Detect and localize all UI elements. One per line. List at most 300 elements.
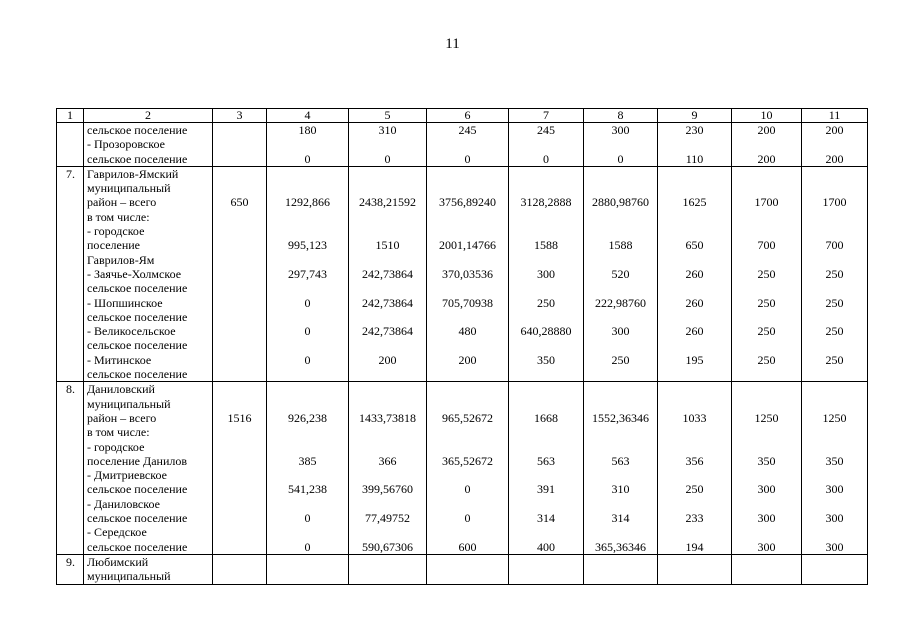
- cell-value: [349, 440, 426, 454]
- cell-value: [213, 367, 266, 381]
- cell-value: [213, 281, 266, 295]
- cell-value: 250: [757, 295, 776, 310]
- cell-value: [658, 425, 731, 439]
- cell-value: 0: [304, 295, 311, 310]
- cell-value: [658, 440, 731, 454]
- cell-value: [213, 181, 266, 195]
- cell-value: [213, 555, 266, 569]
- cell-value: [427, 210, 508, 224]
- cell-value: [802, 468, 867, 482]
- value-cell: [349, 554, 427, 584]
- row-label-line: - Середское: [87, 525, 147, 540]
- cell-value: 250: [757, 324, 776, 339]
- cell-value: 300: [757, 539, 776, 554]
- cell-value: [732, 425, 801, 439]
- cell-value: 0: [464, 511, 471, 526]
- cell-value: [213, 497, 266, 511]
- cell-value: [213, 569, 266, 583]
- cell-value: [584, 338, 657, 352]
- cell-value: [802, 440, 867, 454]
- cell-value: [802, 525, 867, 539]
- cell-value: [213, 511, 266, 525]
- cell-value: [267, 525, 348, 539]
- cell-value: [349, 425, 426, 439]
- cell-value: 250: [611, 352, 630, 367]
- cell-value: 250: [757, 352, 776, 367]
- cell-value: 1433,73818: [359, 410, 416, 425]
- cell-value: [213, 296, 266, 310]
- cell-value: [267, 224, 348, 238]
- cell-value: 1700: [754, 195, 779, 210]
- value-cell: [732, 382, 802, 555]
- cell-value: [349, 338, 426, 352]
- cell-value: [213, 253, 266, 267]
- cell-value: [57, 137, 75, 151]
- cell-value: 250: [825, 295, 844, 310]
- column-header: 1: [57, 109, 84, 123]
- column-header: 4: [267, 109, 349, 123]
- cell-value: 1033: [682, 410, 707, 425]
- cell-value: 300: [611, 123, 630, 137]
- cell-value: [57, 397, 75, 411]
- cell-value: [267, 555, 348, 569]
- cell-value: [802, 181, 867, 195]
- value-cell: [802, 382, 868, 555]
- cell-value: [57, 540, 75, 554]
- value-cell: [584, 382, 658, 555]
- cell-value: 356: [685, 453, 704, 468]
- cell-value: [213, 224, 266, 238]
- row-number-cell: [57, 123, 84, 167]
- cell-value: [584, 181, 657, 195]
- cell-value: [57, 195, 75, 209]
- cell-value: [658, 497, 731, 511]
- cell-value: [213, 324, 266, 338]
- value-cell: [509, 554, 584, 584]
- cell-value: [584, 253, 657, 267]
- column-header: 10: [732, 109, 802, 123]
- row-label-line: сельское поселение: [87, 367, 188, 382]
- cell-value: [509, 468, 583, 482]
- cell-value: [57, 367, 75, 381]
- cell-value: 200: [825, 123, 844, 137]
- value-cell: [267, 554, 349, 584]
- cell-value: 242,73864: [362, 324, 413, 339]
- header-row: [57, 109, 868, 123]
- row-label-line: - городское: [87, 439, 145, 454]
- cell-value: 230: [685, 123, 704, 137]
- cell-value: [732, 181, 801, 195]
- cell-value: 400: [537, 539, 555, 554]
- row-label-line: - Прозоровское: [87, 137, 165, 152]
- cell-value: [213, 353, 266, 367]
- column-header: 5: [349, 109, 427, 123]
- cell-value: [427, 425, 508, 439]
- cell-value: [427, 224, 508, 238]
- cell-value: [349, 569, 426, 583]
- cell-value: [349, 181, 426, 195]
- cell-value: 250: [825, 266, 844, 281]
- cell-value: [427, 253, 508, 267]
- row-label-line: район – всего: [87, 410, 157, 425]
- cell-value: [732, 281, 801, 295]
- cell-value: 260: [685, 324, 704, 339]
- cell-value: 2001,14766: [439, 238, 496, 253]
- cell-value: 300: [825, 511, 844, 526]
- cell-value: [584, 367, 657, 381]
- cell-value: 350: [825, 453, 844, 468]
- cell-value: 3128,2888: [520, 195, 572, 210]
- row-label-line: - Даниловское: [87, 496, 160, 511]
- cell-value: [802, 397, 867, 411]
- cell-value: [213, 310, 266, 324]
- cell-value: [509, 167, 583, 181]
- cell-value: 1250: [822, 410, 847, 425]
- cell-value: 180: [298, 123, 317, 137]
- cell-value: [658, 137, 731, 151]
- cell-value: [57, 468, 75, 482]
- cell-value: 200: [757, 123, 776, 137]
- cell-value: [658, 555, 731, 569]
- cell-value: [57, 181, 75, 195]
- cell-value: [213, 454, 266, 468]
- cell-value: 391: [537, 482, 555, 497]
- cell-value: 520: [611, 266, 630, 281]
- cell-value: [349, 555, 426, 569]
- cell-value: [802, 137, 867, 151]
- cell-value: [349, 525, 426, 539]
- cell-value: [349, 367, 426, 381]
- cell-value: 1588: [534, 238, 558, 253]
- cell-value: [509, 224, 583, 238]
- cell-value: [584, 425, 657, 439]
- cell-value: [213, 152, 266, 166]
- cell-value: [349, 497, 426, 511]
- cell-value: [802, 338, 867, 352]
- row-label-line: сельское поселение: [87, 511, 188, 526]
- cell-value: 297,743: [288, 266, 327, 281]
- cell-value: [57, 224, 75, 238]
- cell-value: 2880,98760: [592, 195, 649, 210]
- cell-value: [732, 253, 801, 267]
- cell-value: [267, 253, 348, 267]
- cell-value: 640,28880: [520, 324, 572, 339]
- cell-value: 250: [825, 324, 844, 339]
- cell-value: [57, 152, 75, 166]
- cell-value: [267, 367, 348, 381]
- cell-value: [213, 210, 266, 224]
- cell-value: [658, 253, 731, 267]
- cell-value: [658, 382, 731, 396]
- cell-value: 1516: [227, 410, 252, 425]
- cell-value: [213, 137, 266, 151]
- value-cell: [802, 554, 868, 584]
- value-cell: [427, 166, 509, 381]
- column-header: 9: [658, 109, 732, 123]
- cell-value: [802, 167, 867, 181]
- cell-value: 600: [458, 539, 477, 554]
- cell-value: [509, 569, 583, 583]
- row-label-line: Даниловский: [87, 382, 155, 397]
- cell-value: [57, 338, 75, 352]
- cell-value: [509, 310, 583, 324]
- cell-value: 0: [304, 352, 311, 367]
- cell-value: [658, 281, 731, 295]
- value-cell: [658, 554, 732, 584]
- cell-value: [584, 210, 657, 224]
- cell-value: 9.: [66, 554, 75, 569]
- cell-value: [584, 525, 657, 539]
- row-name-cell: [84, 166, 213, 381]
- cell-value: 1700: [822, 195, 847, 210]
- cell-value: [732, 367, 801, 381]
- cell-value: [658, 224, 731, 238]
- cell-value: [509, 440, 583, 454]
- cell-value: [267, 281, 348, 295]
- cell-value: [732, 468, 801, 482]
- cell-value: 245: [458, 123, 477, 137]
- cell-value: [732, 397, 801, 411]
- cell-value: [584, 281, 657, 295]
- value-cell: [267, 166, 349, 381]
- cell-value: [213, 382, 266, 396]
- row-label-line: поселение Данилов: [87, 453, 188, 468]
- cell-value: [509, 367, 583, 381]
- cell-value: [802, 425, 867, 439]
- cell-value: 563: [611, 453, 630, 468]
- value-cell: [584, 166, 658, 381]
- row-label-line: сельское поселение: [87, 151, 188, 166]
- cell-value: 7.: [66, 166, 75, 181]
- cell-value: 350: [537, 352, 555, 367]
- cell-value: [584, 497, 657, 511]
- row-label-line: - Митинское: [87, 352, 152, 367]
- cell-value: [802, 367, 867, 381]
- column-header: 11: [802, 109, 868, 123]
- cell-value: [427, 137, 508, 151]
- cell-value: [213, 440, 266, 454]
- row-label-line: Гаврилов-Ямский: [87, 166, 179, 181]
- table-row: [57, 166, 868, 381]
- cell-value: 1552,36346: [592, 410, 649, 425]
- cell-value: 8.: [66, 382, 75, 397]
- cell-value: 250: [685, 482, 704, 497]
- cell-value: 705,70938: [442, 295, 493, 310]
- cell-value: [509, 555, 583, 569]
- cell-value: [57, 281, 75, 295]
- value-cell: [427, 382, 509, 555]
- cell-value: 350: [757, 453, 776, 468]
- cell-value: [658, 525, 731, 539]
- cell-value: [213, 267, 266, 281]
- cell-value: [584, 555, 657, 569]
- cell-value: [267, 425, 348, 439]
- cell-value: 222,98760: [595, 295, 646, 310]
- cell-value: 245: [537, 123, 555, 137]
- cell-value: [584, 397, 657, 411]
- cell-value: [213, 338, 266, 352]
- cell-value: [57, 238, 75, 252]
- cell-value: [802, 281, 867, 295]
- value-cell: [732, 554, 802, 584]
- cell-value: [213, 468, 266, 482]
- cell-value: [213, 425, 266, 439]
- cell-value: [802, 224, 867, 238]
- cell-value: [267, 397, 348, 411]
- cell-value: 300: [825, 539, 844, 554]
- cell-value: [57, 310, 75, 324]
- cell-value: [267, 497, 348, 511]
- cell-value: 314: [537, 511, 555, 526]
- cell-value: [509, 181, 583, 195]
- cell-value: [658, 181, 731, 195]
- cell-value: [584, 468, 657, 482]
- value-cell: [584, 554, 658, 584]
- value-cell: [267, 123, 349, 167]
- column-header: 8: [584, 109, 658, 123]
- cell-value: 300: [825, 482, 844, 497]
- cell-value: 650: [685, 238, 704, 253]
- cell-value: [509, 210, 583, 224]
- cell-value: 310: [378, 123, 397, 137]
- cell-value: 365,36346: [595, 539, 646, 554]
- cell-value: [57, 353, 75, 367]
- cell-value: [658, 569, 731, 583]
- cell-value: [349, 310, 426, 324]
- cell-value: [509, 382, 583, 396]
- value-cell: [427, 123, 509, 167]
- value-cell: [267, 382, 349, 555]
- cell-value: [57, 123, 75, 137]
- cell-value: 2438,21592: [359, 195, 416, 210]
- cell-value: [213, 397, 266, 411]
- cell-value: 77,49752: [365, 511, 410, 526]
- cell-value: [267, 210, 348, 224]
- cell-value: [213, 525, 266, 539]
- cell-value: [509, 253, 583, 267]
- cell-value: 0: [617, 151, 624, 166]
- cell-value: [349, 397, 426, 411]
- cell-value: [427, 367, 508, 381]
- table-row: [57, 123, 868, 167]
- cell-value: [57, 210, 75, 224]
- row-label-line: в том числе:: [87, 425, 150, 440]
- cell-value: [732, 555, 801, 569]
- cell-value: 365,52672: [442, 453, 493, 468]
- cell-value: [732, 210, 801, 224]
- cell-value: [213, 238, 266, 252]
- cell-value: 195: [685, 352, 704, 367]
- cell-value: [427, 569, 508, 583]
- cell-value: [509, 497, 583, 511]
- row-label-line: сельское поселение: [87, 309, 188, 324]
- cell-value: 300: [611, 324, 630, 339]
- cell-value: 260: [685, 266, 704, 281]
- column-header: 3: [213, 109, 267, 123]
- cell-value: [57, 569, 75, 583]
- row-label-line: сельское поселение: [87, 123, 188, 137]
- row-label-line: сельское поселение: [87, 338, 188, 353]
- cell-value: [57, 324, 75, 338]
- value-cell: [509, 123, 584, 167]
- row-label-line: сельское поселение: [87, 281, 188, 296]
- cell-value: [732, 167, 801, 181]
- cell-value: [57, 440, 75, 454]
- value-cell: [732, 166, 802, 381]
- cell-value: 250: [825, 352, 844, 367]
- cell-value: 1625: [682, 195, 707, 210]
- cell-value: 0: [304, 151, 311, 166]
- cell-value: 541,238: [288, 482, 327, 497]
- cell-value: 366: [378, 453, 397, 468]
- cell-value: [57, 454, 75, 468]
- value-cell: [349, 166, 427, 381]
- table-row: [57, 554, 868, 584]
- cell-value: 310: [611, 482, 630, 497]
- cell-value: [427, 397, 508, 411]
- row-name-cell: [84, 382, 213, 555]
- cell-value: [584, 310, 657, 324]
- row-label-line: - Великосельское: [87, 324, 176, 339]
- cell-value: [57, 511, 75, 525]
- cell-value: 399,56760: [362, 482, 413, 497]
- cell-value: [267, 167, 348, 181]
- cell-value: [658, 397, 731, 411]
- row-label-line: - городское: [87, 224, 145, 239]
- value-cell: [509, 166, 584, 381]
- cell-value: 300: [757, 482, 776, 497]
- cell-value: 0: [464, 151, 471, 166]
- cell-value: [509, 525, 583, 539]
- cell-value: 260: [685, 295, 704, 310]
- cell-value: [732, 338, 801, 352]
- cell-value: [57, 497, 75, 511]
- cell-value: [267, 382, 348, 396]
- value-cell: [658, 123, 732, 167]
- cell-value: [802, 310, 867, 324]
- cell-value: [57, 425, 75, 439]
- cell-value: [658, 338, 731, 352]
- cell-value: [57, 525, 75, 539]
- column-header: 2: [84, 109, 213, 123]
- cell-value: 200: [378, 352, 397, 367]
- cell-value: 1588: [608, 238, 633, 253]
- row-label-line: - Заячье-Холмское: [87, 266, 182, 281]
- cell-value: [427, 281, 508, 295]
- row-label-line: поселение: [87, 238, 141, 253]
- cell-value: 1510: [375, 238, 400, 253]
- cell-value: [57, 296, 75, 310]
- cell-value: [509, 397, 583, 411]
- value-cell: [213, 166, 267, 381]
- row-label-line: сельское поселение: [87, 539, 188, 554]
- cell-value: [267, 468, 348, 482]
- cell-value: 480: [458, 324, 477, 339]
- cell-value: [658, 167, 731, 181]
- cell-value: [267, 181, 348, 195]
- cell-value: 926,238: [288, 410, 327, 425]
- row-name-cell: [84, 554, 213, 584]
- value-cell: [509, 382, 584, 555]
- cell-value: [427, 525, 508, 539]
- cell-value: [509, 137, 583, 151]
- cell-value: [213, 123, 266, 137]
- cell-value: [57, 267, 75, 281]
- cell-value: 563: [537, 453, 555, 468]
- cell-value: 965,52672: [442, 410, 493, 425]
- cell-value: [267, 310, 348, 324]
- cell-value: [267, 338, 348, 352]
